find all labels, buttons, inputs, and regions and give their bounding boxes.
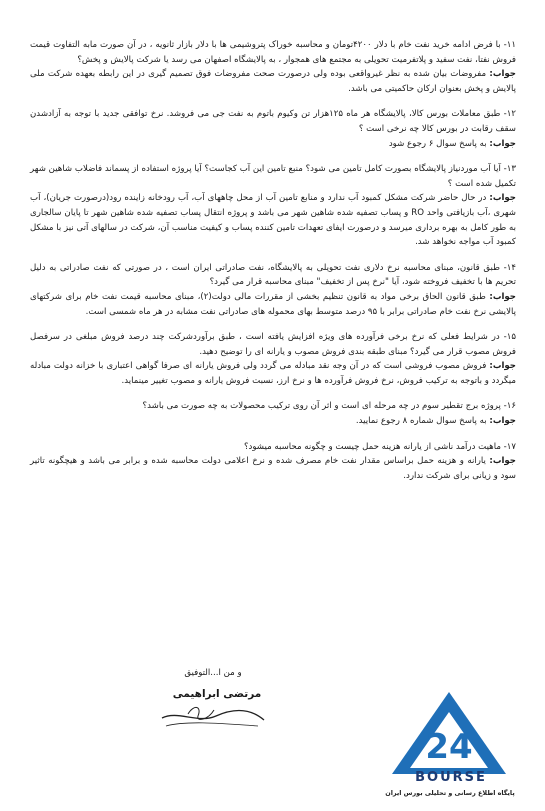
answer-body: فروش مصوب فروشی است که در آن وجه نقد مبادله می گردد ولی فروش یارانه ای صرفا گواهی اعتباری با خزانه دولت مبادله میگردد و باتوجه به ترکیب فروش، نرخ فروش فرآورده ها و نرخ ارز، نسبت فروش یارانه و مصوب تغییر مینماید. [30, 361, 516, 386]
answer-label: جواب: [489, 291, 516, 302]
question-text: ۱۵- در شرایط فعلی که نرخ برخی فرآورده های ویژه افزایش یافته است ، طبق برآوردشرکت چند درصد فروش مبلغی در سرفصل فروش مصوب قرار می گیرد؟ مبنای طبقه بندی فروش مصوب و یارانه ای را توضیح دهید. [30, 332, 516, 357]
qa-item-17 [30, 440, 516, 484]
qa-item-11 [30, 38, 516, 96]
qa-item-16 [30, 399, 516, 428]
question-text: ۱۱- با فرض ادامه خرید نفت خام با دلار ۴۲۰۰تومان و محاسبه خوراک پتروشیمی ها با دلار بازار ثانویه ، در آن صورت مابه التفاوت قیمت فروش نفتا، نفت سفید و پلاتفرمیت تحویلی به مجتمع های همجوار ، به پالایشگاه اصفهان می رسد یا شرکت پالایش و پخش؟ [30, 40, 516, 65]
qa-item-13 [30, 162, 516, 250]
signature-name: مرتضی ابراهیمی [172, 688, 262, 700]
qa-item-12 [30, 107, 516, 151]
answer-body: به پاسخ سوال ۶ رجوع شود [388, 138, 487, 149]
qa-item-15 [30, 330, 516, 388]
question-text: ۱۶- پروژه برج تقطیر سوم در چه مرحله ای است و اثر آن روی ترکیب محصولات به چه صورت می باشد؟ [142, 401, 516, 412]
answer-text [30, 290, 516, 319]
closing-phrase: و من ا...التوفیق [184, 668, 242, 678]
answer-label: جواب: [489, 69, 516, 80]
svg-text:24: 24 [425, 727, 473, 767]
question-text: ۱۴- طبق قانون، مبنای محاسبه نرخ دلاری نفت تحویلی به پالایشگاه، نفت صادراتی ایران است ، در صورتی که نفت صادراتی به دلیل تحریم ها با تخفیف فروخته شود، آیا "نرخ پس از تخفیف" مبنای محاسبه قرار می گیرد؟ [30, 262, 516, 288]
answer-body: یارانه و هزینه حمل براساس مقدار نفت خام مصرف شده و نرخ اعلامی دولت محاسبه شده و برابر می باشد و هیچگونه تاثیر سود و زیانی برای شرکت ندارد. [30, 456, 516, 481]
answer-label: جواب: [489, 138, 516, 149]
question-text: ۱۷- ماهیت درآمد ناشی از یارانه هزینه حمل چیست و چگونه محاسبه میشود؟ [243, 441, 516, 452]
answer-text [30, 67, 516, 96]
answer-label: جواب: [489, 361, 517, 372]
bourse-logo [388, 690, 510, 780]
answer-text [30, 414, 516, 429]
document-body [30, 38, 516, 483]
answer-label: جواب: [489, 193, 516, 204]
question-text: ۱۳- آیا آب موردنیاز پالایشگاه بصورت کامل تامین می شود؟ منبع تامین این آب کجاست؟ آیا پروژه استفاده از پسماند فاضلاب شاهین شهر تکمیل شده است ؟ [30, 164, 516, 189]
answer-text [30, 359, 516, 388]
answer-body: به پاسخ سوال شماره ۸ رجوع نمایید. [355, 416, 487, 427]
question-text: ۱۲- طبق معاملات بورس کالا، پالایشگاه هر ماه ۱۲۵هزار تن وکیوم باتوم به نفت جی می فروشد. نرخ توافقی جدید با توجه به آزادشدن سقف رقابت در بورس کالا چه نرخی است ؟ [30, 109, 516, 134]
answer-text [30, 191, 516, 249]
answer-text [30, 137, 516, 152]
answer-body: طبق قانون الحاق برخی مواد به قانون تنظیم بخشی از مقررات مالی دولت(۲)، مبنای محاسبه قیمت نفت خام برای شرکتهای پالایشی نرخ نفت خام صادراتی برابر با ۹۵ درصد متوسط بهای محموله های صادراتی نفت مشابه در هر ماه شمسی است. [30, 291, 516, 317]
qa-item-14 [30, 261, 516, 319]
answer-body: در حال حاضر شرکت مشکل کمبود آب ندارد و منابع تامین آب از محل چاههای آب، آب رودخانه زاینده رود(درصورت جریان)، آب شهری ،آب بازیافتی واحد RO و پساب تصفیه شده شاهین شهر می باشد و پروژه انتقال پساب تصفیه شده شاهین شهر تا پایان سالجاری به طور کامل به بهره برداری میرسد و درصورت ایفای تعهدات تامین کننده پساب و کیفیت مناسب آن، شرکت در سالهای آتی نیز با مشکل کمبود آب مواجه نخواهد شد. [30, 193, 516, 248]
logo-wordmark: BOURSE [415, 770, 487, 785]
answer-body: مفروضات بیان شده به نظر غیرواقعی بوده ولی درصورت صحت مفروضات فوق تصمیم گیری در این رابطه بعهده شرکت ملی پالایش و پخش بعنوان ارکان حاکمیتی می باشد. [30, 69, 516, 94]
answer-label: جواب: [489, 456, 517, 467]
answer-label: جواب: [489, 416, 516, 427]
logo-subtitle: پایگاه اطلاع رسانی و تحلیلی بورس ایران [385, 789, 515, 797]
answer-text [30, 454, 516, 483]
